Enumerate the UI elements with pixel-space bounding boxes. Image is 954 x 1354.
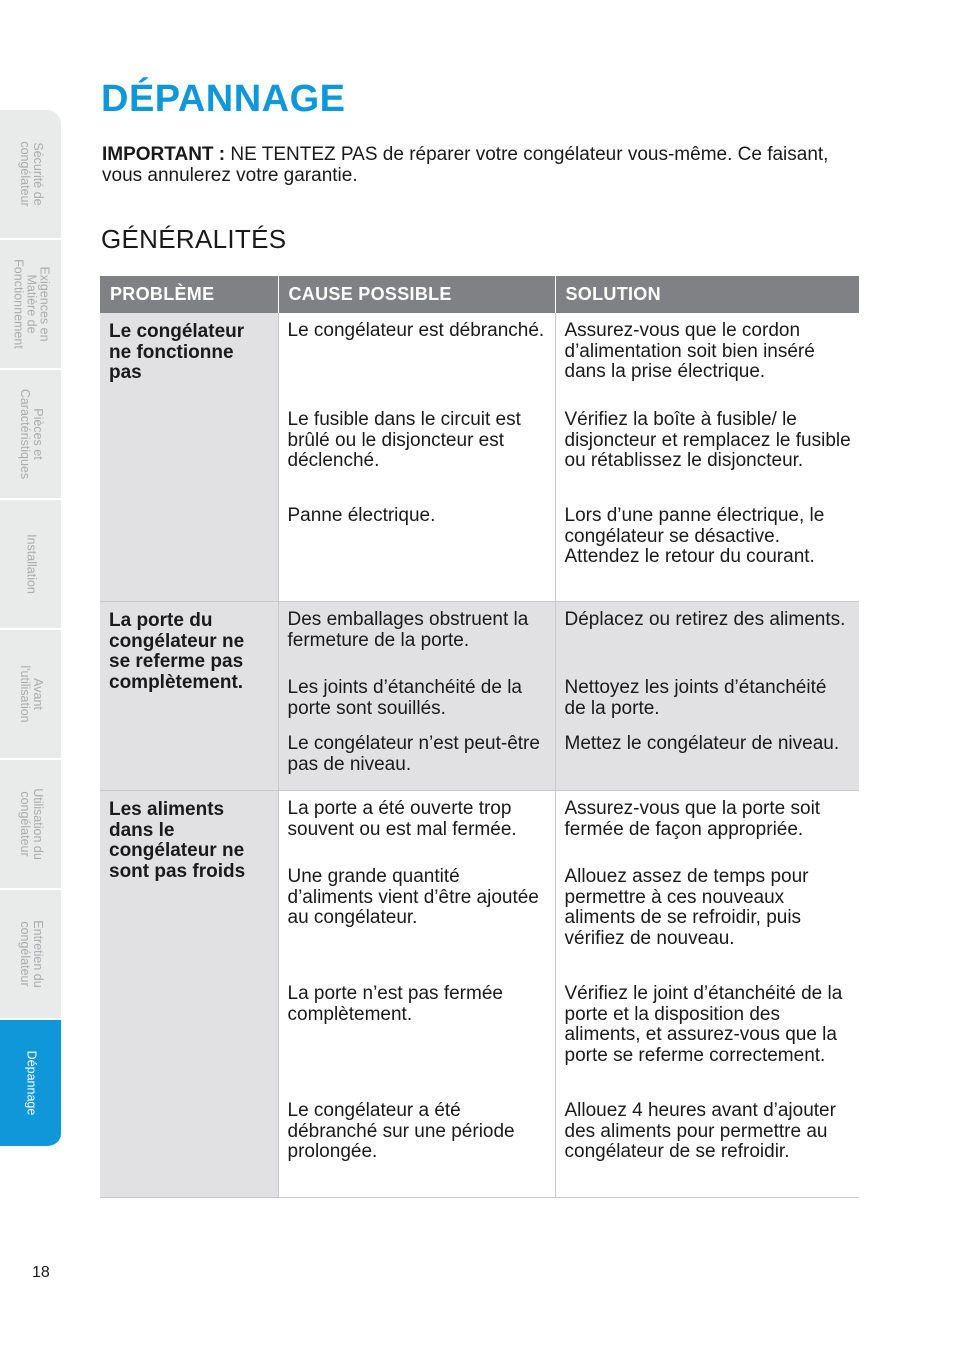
header-solution: SOLUTION — [555, 276, 859, 313]
problem-cell: Le congélateur ne fonctionne pas — [100, 313, 278, 602]
side-tab-label: Installation — [24, 534, 38, 594]
solution-item: Déplacez ou retirez des aliments. — [564, 609, 846, 630]
header-cause: CAUSE POSSIBLE — [278, 276, 555, 313]
cause-item: Le fusible dans le circuit est brûlé ou le disjoncteur est déclenché. — [287, 409, 521, 471]
problem-cell: La porte du congélateur ne se referme pas complètement. — [100, 602, 278, 791]
solution-item: Lors d’une panne électrique, le congélateur se désactive. Attendez le retour du courant. — [564, 505, 825, 567]
solution-item: Vérifiez le joint d’étanchéité de la porte et la disposition des aliments, et assurez-vous que la porte se referme correctement. — [564, 983, 843, 1066]
side-tab-label: Avant l'utilisation — [17, 665, 45, 723]
side-tab-label: Sécurité de congélateur — [17, 141, 45, 207]
important-label: IMPORTANT : — [102, 144, 226, 165]
solution-cell — [555, 791, 859, 1198]
cause-cell — [278, 602, 555, 791]
side-tab-depannage[interactable] — [0, 1020, 61, 1148]
cause-item: Une grande quantité d’aliments vient d’être ajoutée au congélateur. — [287, 866, 539, 928]
cause-item: Le congélateur n’est peut-être pas de niveau. — [287, 733, 540, 775]
cause-cell — [278, 313, 555, 602]
side-tab-label: Entretien du congélateur — [17, 920, 45, 988]
solution-cell — [555, 602, 859, 791]
side-tab-utilisation[interactable] — [0, 760, 61, 890]
section-title: GÉNÉRALITÉS — [101, 224, 287, 254]
cause-item: Panne électrique. — [287, 505, 436, 526]
cause-item: La porte a été ouverte trop souvent ou est mal fermée. — [287, 798, 517, 840]
solution-item: Nettoyez les joints d’étanchéité de la porte. — [564, 677, 827, 719]
table-row — [100, 791, 859, 1198]
solution-cell — [555, 313, 859, 602]
side-navigation — [0, 110, 61, 1148]
cause-item: Le congélateur a été débranché sur une période prolongée. — [287, 1100, 515, 1162]
cause-item: Les joints d’étanchéité de la porte sont souillés. — [287, 677, 522, 719]
side-tab-avant-utilisation[interactable] — [0, 630, 61, 760]
side-tab-entretien[interactable] — [0, 890, 61, 1020]
solution-item: Allouez assez de temps pour permettre à ces nouveaux aliments de se refroidir, puis vérifiez de nouveau. — [564, 866, 809, 949]
cause-item: Des emballages obstruent la fermeture de la porte. — [287, 609, 529, 651]
side-tab-exigences[interactable] — [0, 240, 61, 370]
cause-cell — [278, 791, 555, 1198]
solution-item: Vérifiez la boîte à fusible/ le disjoncteur et remplacez le fusible ou rétablissez le disjoncteur. — [564, 409, 851, 471]
side-tab-label: Dépannage — [24, 1050, 38, 1116]
side-tab-label: Pièces et Caractéristiques — [17, 388, 45, 480]
troubleshooting-table — [100, 276, 859, 1198]
header-problem: PROBLÈME — [100, 276, 278, 313]
side-tab-label: Utilisation du congélateur — [17, 788, 45, 860]
cause-item: La porte n’est pas fermée complètement. — [287, 983, 503, 1025]
important-notice — [102, 144, 872, 186]
solution-item: Allouez 4 heures avant d’ajouter des aliments pour permettre au congélateur de se refroidir. — [564, 1100, 836, 1162]
side-tab-securite[interactable] — [0, 110, 61, 240]
problem-cell: Les aliments dans le congélateur ne sont pas froids — [100, 791, 278, 1198]
important-text: NE TENTEZ PAS de réparer votre congélateur vous-même. Ce faisant, vous annulerez votre garantie. — [102, 144, 829, 186]
table-header-row — [100, 276, 859, 313]
side-tab-installation[interactable] — [0, 500, 61, 630]
solution-item: Assurez-vous que la porte soit fermée de façon appropriée. — [564, 798, 821, 840]
solution-item: Assurez-vous que le cordon d’alimentation soit bien inséré dans la prise électrique. — [564, 320, 815, 382]
table-row — [100, 313, 859, 602]
side-tab-pieces[interactable] — [0, 370, 61, 500]
table-row — [100, 602, 859, 791]
side-tab-label: Exigences en Matière de Fonctionnement — [11, 259, 51, 349]
page-title: DÉPANNAGE — [101, 78, 346, 120]
cause-item: Le congélateur est débranché. — [287, 320, 545, 341]
solution-item: Mettez le congélateur de niveau. — [564, 733, 840, 754]
page-number: 18 — [32, 1264, 50, 1281]
